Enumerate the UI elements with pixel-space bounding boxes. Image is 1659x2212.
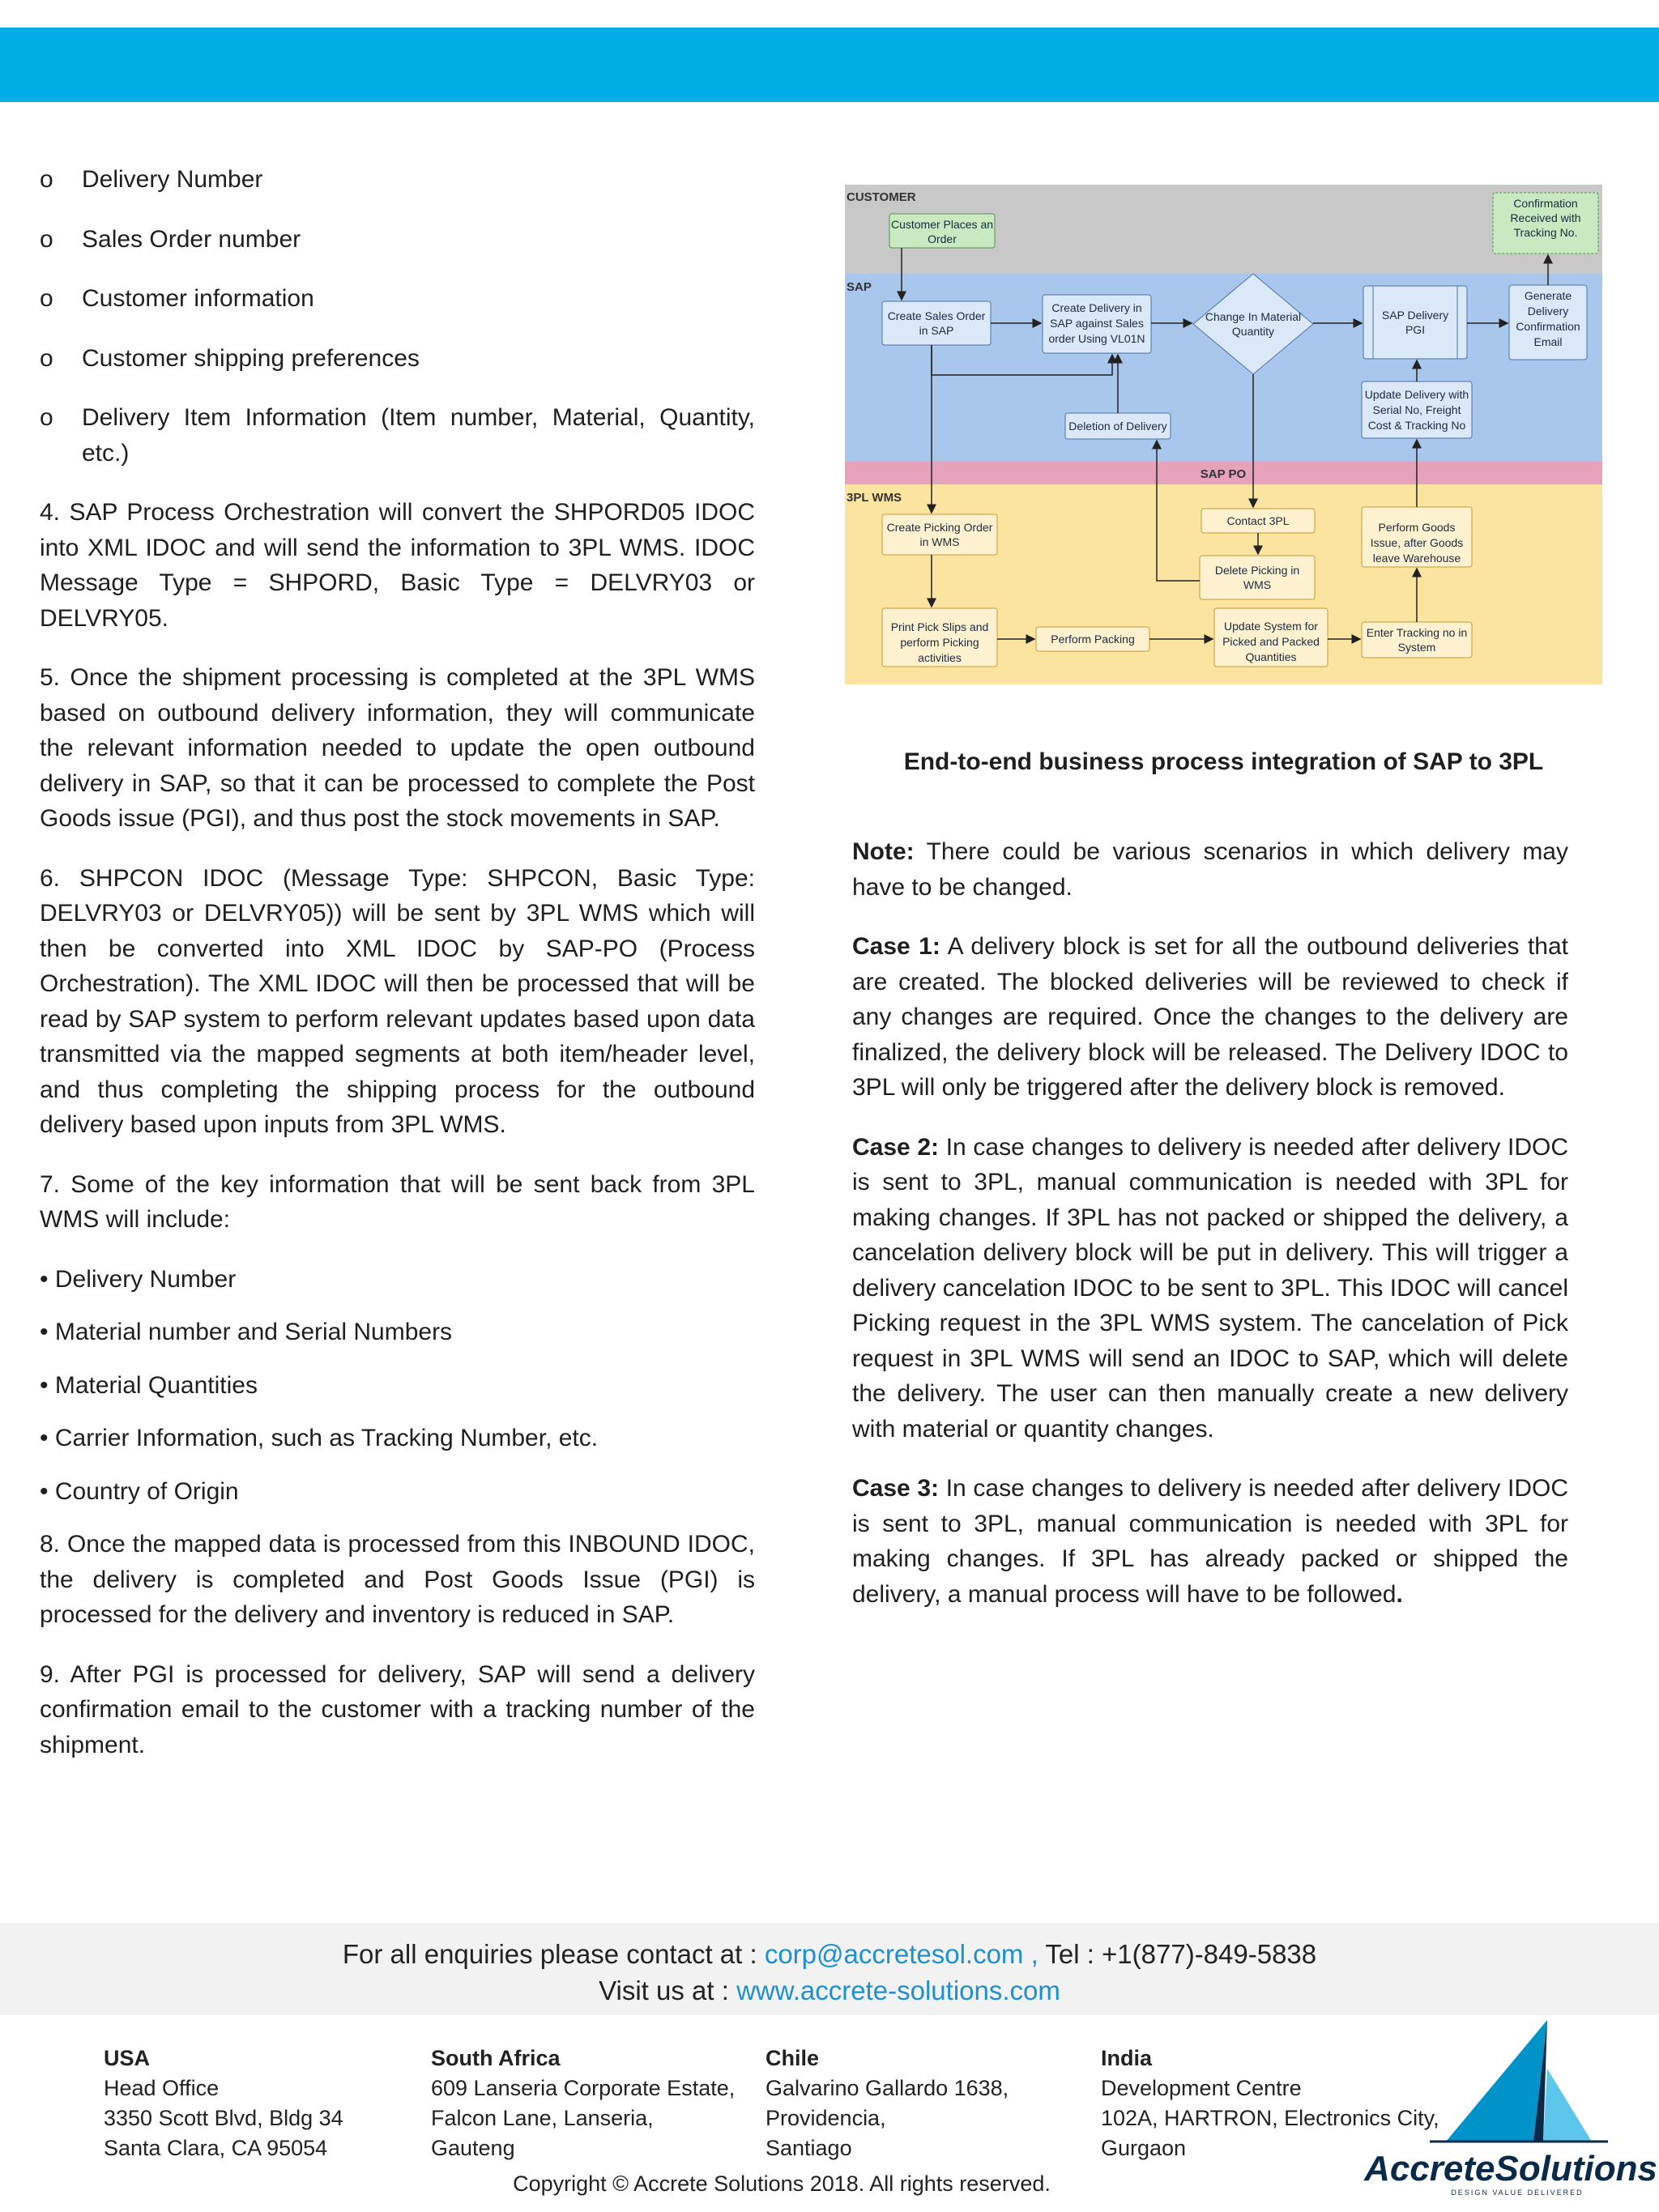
process-flow-diagram bbox=[845, 185, 1602, 684]
office-line: Development Centre bbox=[1101, 2076, 1302, 2100]
list-item: o Sales Order number bbox=[40, 222, 755, 258]
office-line: Gauteng bbox=[431, 2136, 515, 2160]
lane-label-3pl-wms: 3PL WMS bbox=[847, 491, 902, 505]
paragraph-step-8: 8. Once the mapped data is processed from this INBOUND IDOC, the delivery is completed and Post Goods Issue (PGI) is processed for the delivery and inventory is reduced in SAP. bbox=[40, 1531, 755, 1628]
lane-label-sap-po: SAP PO bbox=[1200, 467, 1247, 481]
note-text: There could be various scenarios in which delivery may have to be changed. bbox=[852, 838, 1568, 901]
office-line: 3350 Scott Blvd, Bldg 34 bbox=[104, 2106, 343, 2130]
node-label: Deletion of Delivery bbox=[1068, 420, 1167, 433]
case-3-end: . bbox=[1396, 1580, 1403, 1608]
list-item: o Customer information bbox=[40, 281, 755, 317]
left-column bbox=[40, 162, 755, 1787]
office-line: 102A, HARTRON, Electronics City, bbox=[1101, 2106, 1439, 2130]
node-label: Create Sales Order in SAP bbox=[887, 309, 986, 337]
paragraph-step-7: 7. Some of the key information that will be sent back from 3PL WMS will include: bbox=[40, 1170, 755, 1233]
case-2-paragraph bbox=[852, 1130, 1568, 1447]
office-line: Gurgaon bbox=[1101, 2136, 1187, 2160]
office-chile bbox=[766, 2044, 1009, 2163]
office-line: Falcon Lane, Lanseria, bbox=[431, 2106, 654, 2130]
case-2-text: In case changes to delivery is needed after delivery IDOC is sent to 3PL, manual communication is needed with 3PL for making changes. If 3PL has not packed or shipped the delivery, a cancelation delivery block will be put in delivery. This will trigger a delivery cancelation IDOC to be sent to 3PL. This IDOC will cancel Picking request in the 3PL WMS system. The cancelation of Pick request in 3PL WMS will send an IDOC to SAP, which will delete the delivery. The user can then manually create a new delivery with material or quantity changes. bbox=[852, 1133, 1569, 1443]
office-line: Providencia, bbox=[766, 2106, 886, 2130]
email-link[interactable]: corp@accretesol.com , bbox=[764, 1939, 1038, 1969]
case-3-label: Case 3: bbox=[852, 1475, 940, 1502]
node-label: Print Pick Slips and perform Picking activities bbox=[890, 620, 989, 664]
key-information-list bbox=[40, 1262, 755, 1510]
website-line bbox=[0, 1972, 1659, 2009]
node-label: SAP Delivery PGI bbox=[1381, 309, 1449, 336]
list-item: • Material number and Serial Numbers bbox=[40, 1315, 755, 1350]
office-name: Chile bbox=[766, 2046, 820, 2070]
list-item: o Customer shipping preferences bbox=[40, 341, 755, 377]
logo-sail-icon bbox=[1446, 2020, 1547, 2142]
visit-prefix: Visit us at : bbox=[599, 1975, 737, 2005]
paragraph-step-5: 5. Once the shipment processing is completed at the 3PL WMS based on outbound delivery information, they will communicate the relevant information needed to update the open outbound delivery in SAP, so that it can be processed to complete the Post Goods issue (PGI), and thus post the stock movements in SAP. bbox=[40, 664, 755, 832]
contact-line bbox=[0, 1936, 1659, 1972]
list-item: • Carrier Information, such as Tracking Number, etc. bbox=[40, 1421, 755, 1456]
office-usa bbox=[104, 2044, 343, 2163]
office-name: USA bbox=[104, 2046, 151, 2070]
list-item: • Country of Origin bbox=[40, 1474, 755, 1510]
node-label: Create Delivery in SAP against Sales order Using VL01N bbox=[1048, 301, 1145, 345]
node-label: Update Delivery with Serial No, Freight Cost & Tracking No bbox=[1364, 388, 1469, 432]
case-1-text: A delivery block is set for all the outbound deliveries that are created. The blocked deliveries will be reviewed to check if any changes are required. Once the changes to the delivery are finalized, the delivery block will be released. The Delivery IDOC to 3PL will only be triggered after the delivery block is removed. bbox=[852, 933, 1568, 1101]
node-label: Update System for Picked and Packed Quantities bbox=[1222, 620, 1320, 663]
node-create-sales-order bbox=[882, 301, 991, 345]
node-label: Generate Delivery Confirmation Email bbox=[1516, 289, 1580, 348]
office-line: Santa Clara, CA 95054 bbox=[104, 2136, 328, 2160]
node-label: Confirmation Received with Tracking No. bbox=[1510, 197, 1581, 239]
office-line: Galvarino Gallardo 1638, bbox=[766, 2076, 1009, 2100]
paragraph-step-4: 4. SAP Process Orchestration will convert the SHPORD05 IDOC into XML IDOC and will send the information to 3PL WMS. IDOC Message Type = SHPORD, Basic Type = DELVRY03 or DELVRY05. bbox=[40, 499, 755, 632]
delivery-fields-list bbox=[40, 162, 755, 471]
office-line: Santiago bbox=[766, 2136, 852, 2160]
copyright: Copyright © Accrete Solutions 2018. All rights reserved. bbox=[513, 2172, 1051, 2196]
contact-band bbox=[0, 1923, 1659, 2015]
office-name: South Africa bbox=[431, 2046, 561, 2070]
website-link[interactable]: www.accrete-solutions.com bbox=[736, 1975, 1060, 2005]
right-column bbox=[852, 834, 1568, 1636]
node-label: Create Picking Order in WMS bbox=[886, 521, 993, 548]
case-3-paragraph bbox=[852, 1471, 1568, 1612]
case-1-paragraph bbox=[852, 929, 1568, 1106]
node-delete-picking bbox=[1200, 556, 1315, 599]
logo-tagline: DESIGN VALUE DELIVERED bbox=[1451, 2189, 1584, 2197]
lane-label-customer: CUSTOMER bbox=[847, 190, 916, 204]
logo-wordmark: AccreteSolutions bbox=[1364, 2149, 1657, 2189]
node-label: Change In Material Quantity bbox=[1205, 310, 1302, 338]
header-bar bbox=[0, 28, 1659, 102]
office-south-africa bbox=[431, 2044, 735, 2163]
list-item: o Delivery Number bbox=[40, 162, 755, 198]
paragraph-step-6: 6. SHPCON IDOC (Message Type: SHPCON, Basic Type: DELVRY03 or DELVRY05)) will be sent by 3PL WMS which will then be converted into XML IDOC by SAP-PO (Process Orchestration). The XML IDOC will then be processed that will be read by SAP system to perform relevant updates based upon data transmitted via the mapped segments at both item/header level, and thus completing the shipping process for the outbound delivery based upon inputs from 3PL WMS. bbox=[40, 864, 755, 1138]
node-label: Contact 3PL bbox=[1226, 514, 1290, 527]
paragraph-step-9: 9. After PGI is processed for delivery, SAP will send a delivery confirmation email to the customer with a tracking number of the shipment. bbox=[40, 1660, 755, 1758]
case-2-label: Case 2: bbox=[852, 1133, 940, 1161]
list-item: • Material Quantities bbox=[40, 1368, 755, 1404]
telephone: Tel : +1(877)-849-5838 bbox=[1038, 1939, 1317, 1969]
office-line: Head Office bbox=[104, 2076, 220, 2100]
node-label: Perform Packing bbox=[1051, 633, 1135, 646]
contact-prefix: For all enquiries please contact at : bbox=[342, 1939, 765, 1969]
lane-label-sap: SAP bbox=[847, 280, 872, 294]
list-item: o Delivery Item Information (Item number, Material, Quantity, etc.) bbox=[40, 400, 755, 471]
figure-caption: End-to-end business process integration of SAP to 3PL bbox=[903, 748, 1544, 775]
node-label: Customer Places an Order bbox=[890, 218, 994, 245]
case-3-text: In case changes to delivery is needed after delivery IDOC is sent to 3PL, manual communication is needed with 3PL for making changes. If 3PL has already packed or shipped the delivery, a manual process will have to be followed bbox=[852, 1475, 1569, 1608]
note-label: Note: bbox=[852, 838, 915, 865]
node-label: Perform Goods Issue, after Goods leave Warehouse bbox=[1370, 521, 1464, 565]
office-line: 609 Lanseria Corporate Estate, bbox=[431, 2076, 736, 2100]
logo-sail-right bbox=[1543, 2069, 1592, 2142]
node-label: Enter Tracking no in System bbox=[1366, 626, 1468, 654]
list-item: • Delivery Number bbox=[40, 1262, 755, 1298]
note-paragraph bbox=[852, 834, 1568, 905]
node-sap-delivery-pgi bbox=[1363, 286, 1467, 359]
case-1-label: Case 1: bbox=[852, 933, 940, 960]
node-label: Delete Picking in WMS bbox=[1214, 564, 1300, 591]
office-name: India bbox=[1101, 2046, 1153, 2070]
